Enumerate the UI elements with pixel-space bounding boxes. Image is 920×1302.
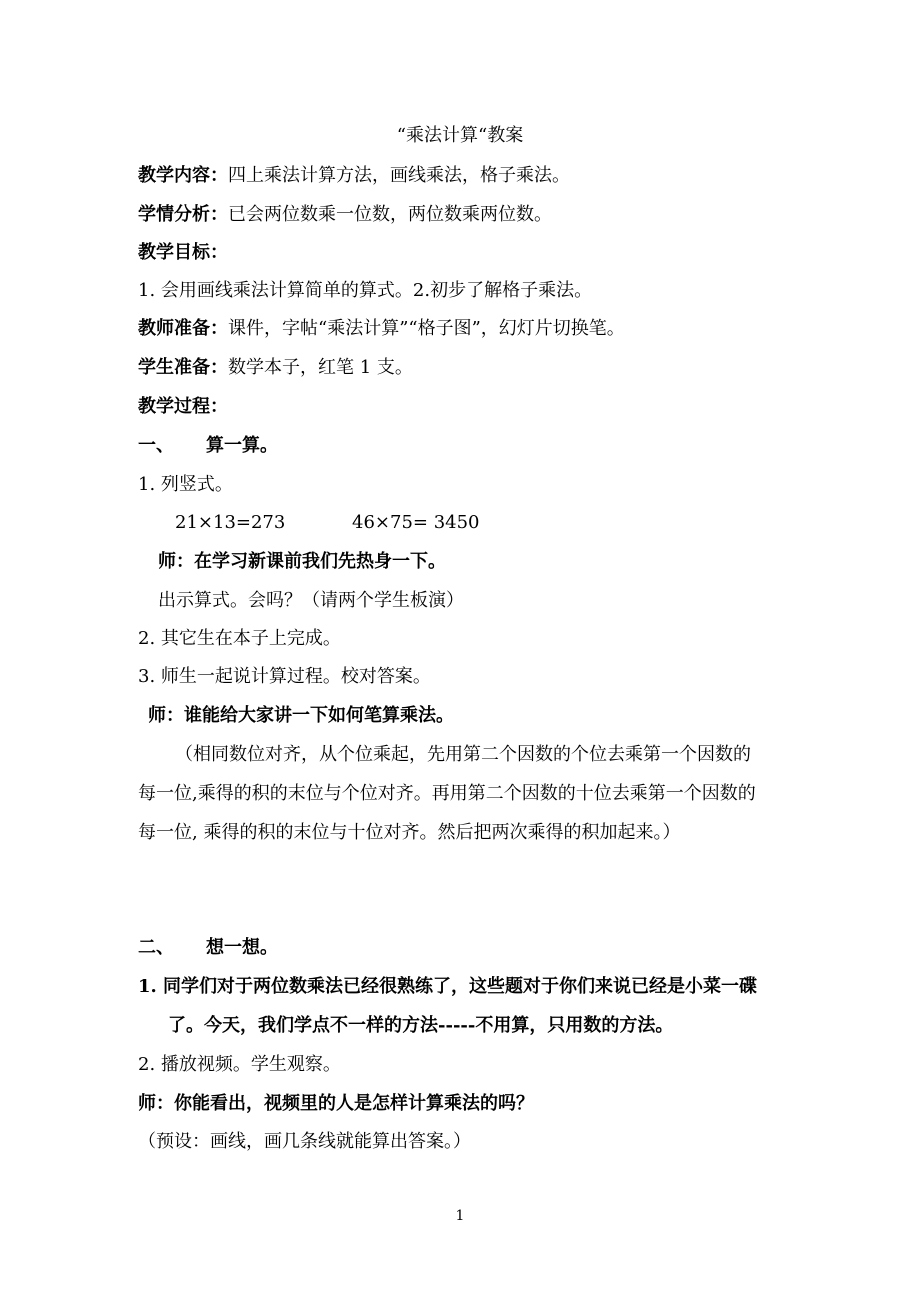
teacher-line-2: 师：谁能给大家讲一下如何笔算乘法。 bbox=[148, 705, 454, 726]
analysis-text: 已会两位数乘一位数，两位数乘两位数。 bbox=[228, 204, 552, 225]
page-title: “乘法计算“教案 bbox=[396, 125, 524, 146]
teacher-prep-row bbox=[138, 316, 625, 342]
explanation-line-1: （相同数位对齐，从个位乘起，先用第二个因数的个位去乘第一个因数的 bbox=[175, 744, 751, 765]
teacher-line-1: 师：在学习新课前我们先热身一下。 bbox=[158, 551, 446, 572]
section1-item1: 1. 列竖式。 bbox=[138, 474, 233, 495]
student-prep-text: 数学本子，红笔 1 支。 bbox=[228, 357, 413, 378]
teacher-prep-label: 教师准备： bbox=[138, 318, 228, 339]
goal-label: 教学目标： bbox=[138, 242, 228, 263]
section1-heading-num: 一、 bbox=[138, 435, 174, 456]
section2-preset: （预设：画线，画几条线就能算出答案。） bbox=[138, 1131, 471, 1152]
section1-heading bbox=[138, 433, 278, 459]
section2-item2: 2. 播放视频。学生观察。 bbox=[138, 1054, 341, 1075]
section2-item1-line1: 1. 同学们对于两位数乘法已经很熟练了，这些题对于你们来说已经是小菜一碟 bbox=[138, 976, 758, 997]
teacher-prep-text: 课件，字帖“乘法计算”“格子图”，幻灯片切换笔。 bbox=[228, 318, 625, 339]
student-prep-row bbox=[138, 355, 413, 381]
content-label: 教学内容： bbox=[138, 165, 228, 186]
explanation-line-2: 每一位,乘得的积的末位与个位对齐。再用第二个因数的十位去乘第一个因数的 bbox=[138, 783, 756, 804]
analysis-label: 学情分析： bbox=[138, 204, 228, 225]
section2-heading-text: 想一想。 bbox=[206, 937, 278, 958]
section2-heading-num: 二、 bbox=[138, 937, 174, 958]
section2-teacher-line: 师：你能看出，视频里的人是怎样计算乘法的吗？ bbox=[138, 1093, 534, 1114]
content-text: 四上乘法计算方法，画线乘法，格子乘法。 bbox=[228, 165, 570, 186]
expression-2: 46×75= 3450 bbox=[352, 512, 480, 533]
analysis-row bbox=[138, 202, 552, 228]
section1-heading-text: 算一算。 bbox=[206, 435, 278, 456]
explanation-line-3: 每一位, 乘得的积的末位与十位对齐。然后把两次乘得的积加起来。） bbox=[138, 822, 681, 843]
section2-item1-line2: 了。今天，我们学点不一样的方法-----不用算，只用数的方法。 bbox=[168, 1015, 674, 1036]
page-number: 1 bbox=[455, 1208, 465, 1224]
process-label: 教学过程： bbox=[138, 396, 228, 417]
content-row bbox=[138, 163, 570, 189]
goal-text: 1. 会用画线乘法计算简单的算式。2.初步了解格子乘法。 bbox=[138, 280, 593, 301]
section1-item3: 3. 师生一起说计算过程。校对答案。 bbox=[138, 666, 431, 687]
section1-item2: 2. 其它生在本子上完成。 bbox=[138, 628, 341, 649]
student-prep-label: 学生准备： bbox=[138, 357, 228, 378]
expression-1: 21×13=273 bbox=[175, 512, 286, 533]
section2-heading bbox=[138, 935, 278, 961]
show-line: 出示算式。会吗？（请两个学生板演） bbox=[158, 590, 464, 611]
